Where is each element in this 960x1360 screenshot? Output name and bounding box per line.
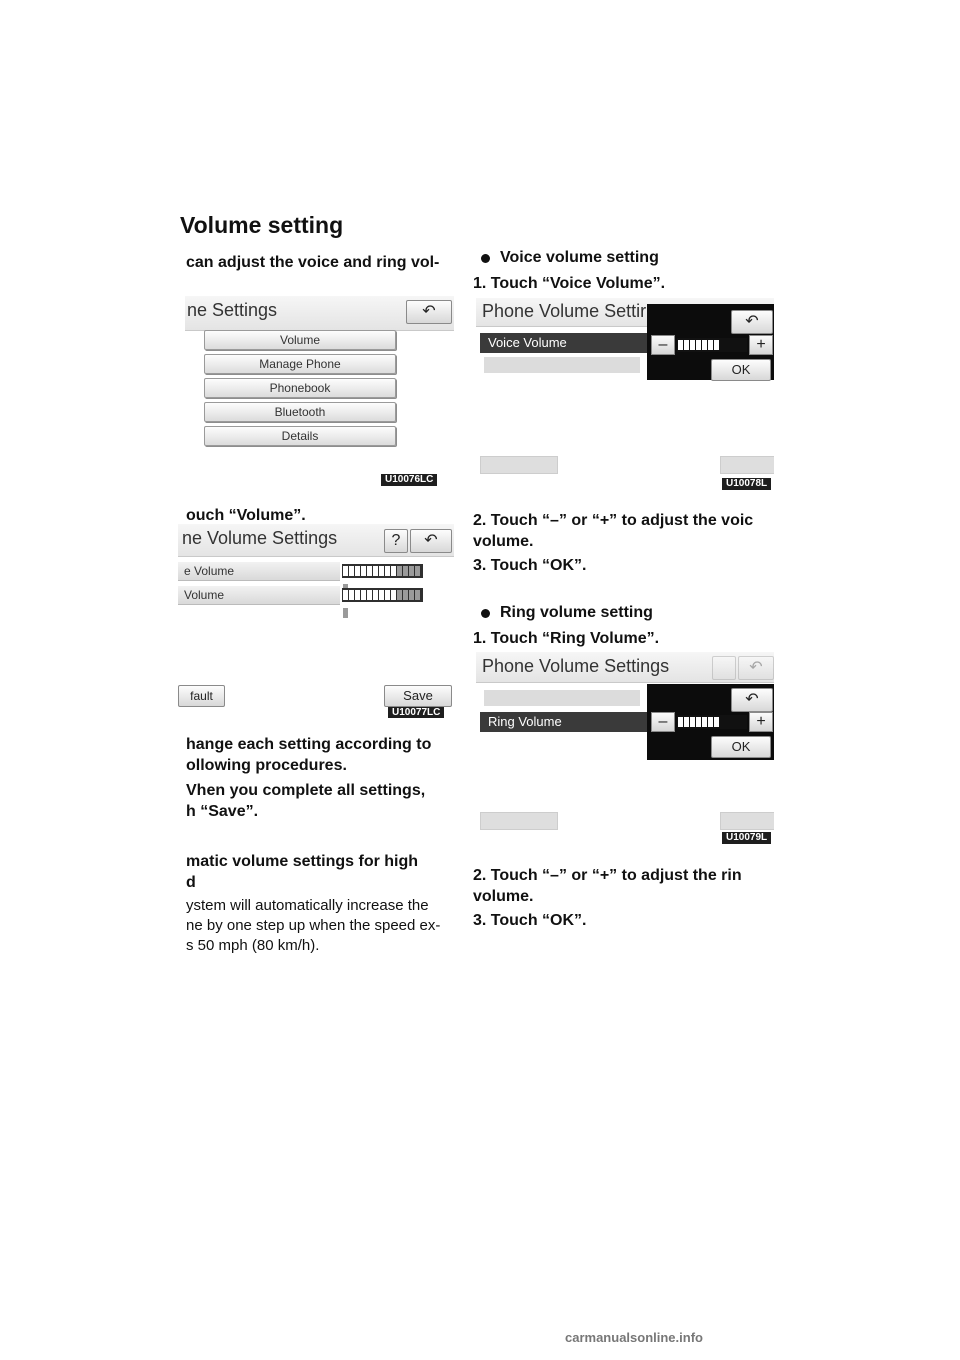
- back-arrow-icon-dimmed: ↶: [738, 656, 774, 680]
- volume-level-segment: [696, 340, 701, 350]
- figure-code: U10078L: [722, 478, 771, 490]
- back-arrow-icon[interactable]: ↶: [731, 688, 773, 712]
- volume-level-segment: [361, 566, 366, 576]
- volume-level-segment: [367, 566, 372, 576]
- ring-step-2b: volume.: [473, 888, 534, 905]
- bullet-icon: [479, 604, 495, 620]
- volume-level-segment: [415, 566, 420, 576]
- left-column: [0, 0, 460, 1360]
- minus-button[interactable]: –: [651, 335, 675, 355]
- auto-volume-desc-line2: ne by one step up when the speed ex-: [186, 917, 441, 934]
- volume-level-segment: [403, 566, 408, 576]
- volume-level-segment: [708, 340, 713, 350]
- volume-level-segment: [385, 590, 390, 600]
- voice-step-3: 3. Touch “OK”.: [473, 557, 587, 574]
- auto-volume-heading-line1: matic volume settings for high: [186, 853, 419, 870]
- details-button[interactable]: Details: [204, 426, 396, 446]
- volume-level-segment: [343, 590, 348, 600]
- phonebook-button[interactable]: Phonebook: [204, 378, 396, 398]
- ring-step-1: 1. Touch “Ring Volume”.: [473, 630, 660, 647]
- phone-volume-settings-screen: [178, 524, 454, 718]
- volume-level-segment: [397, 590, 402, 600]
- complete-settings-line2: h “Save”.: [186, 803, 259, 820]
- volume-level-segment: [355, 566, 360, 576]
- default-button-dimmed: [480, 812, 558, 830]
- voice-step-2a: 2. Touch “–” or “+” to adjust the voic: [473, 512, 754, 529]
- volume-level-segment: [684, 340, 689, 350]
- default-button-dimmed: [480, 456, 558, 474]
- phone-settings-screen: [185, 296, 454, 492]
- figure-code: U10076LC: [381, 474, 437, 486]
- screen-header: [185, 296, 454, 331]
- ring-volume-meter: [342, 588, 423, 602]
- volume-level-segment: [702, 717, 707, 727]
- volume-level-segment: [714, 717, 719, 727]
- bullet-icon: [479, 249, 495, 265]
- volume-level-segment: [415, 590, 420, 600]
- voice-volume-meter: [677, 338, 747, 352]
- voice-volume-row[interactable]: e Volume: [178, 562, 340, 581]
- volume-level-segment: [690, 717, 695, 727]
- volume-level-segment: [409, 590, 414, 600]
- voice-step-1: 1. Touch “Voice Volume”.: [473, 275, 666, 292]
- ring-volume-row-dimmed: [484, 357, 640, 373]
- volume-level-segment: [397, 566, 402, 576]
- default-button[interactable]: fault: [178, 685, 225, 707]
- minus-button[interactable]: –: [651, 712, 675, 732]
- volume-level-segment: [373, 590, 378, 600]
- volume-level-segment: [385, 566, 390, 576]
- bluetooth-button[interactable]: Bluetooth: [204, 402, 396, 422]
- volume-level-segment: [391, 590, 396, 600]
- screen-title: Phone Volume Settings: [482, 656, 670, 676]
- auto-volume-desc-line1: ystem will automatically increase the: [186, 897, 429, 914]
- volume-level-segment: [379, 566, 384, 576]
- volume-level-segment: [690, 340, 695, 350]
- plus-button[interactable]: +: [749, 712, 773, 732]
- voice-volume-row-dimmed: [484, 690, 640, 706]
- save-button-dimmed: [720, 456, 774, 474]
- plus-button[interactable]: +: [749, 335, 773, 355]
- voice-step-2b: volume.: [473, 533, 534, 550]
- back-arrow-icon[interactable]: ↶: [410, 529, 452, 553]
- watermark: carmanualsonline.info: [565, 1330, 703, 1345]
- save-button-dimmed: [720, 812, 774, 830]
- ring-volume-popup-screen: [476, 652, 774, 848]
- volume-level-segment: [379, 590, 384, 600]
- volume-level-segment: [367, 590, 372, 600]
- voice-volume-meter: [342, 564, 423, 578]
- intro-text: can adjust the voice and ring vol-: [186, 254, 440, 271]
- figure-code: U10077LC: [388, 707, 444, 718]
- help-button[interactable]: ?: [384, 529, 408, 553]
- figure-code: U10079L: [722, 832, 771, 844]
- volume-level-segment: [361, 590, 366, 600]
- volume-level-segment: [349, 566, 354, 576]
- help-button-dimmed: [712, 656, 736, 680]
- screen-title: ne Volume Settings: [182, 528, 338, 548]
- volume-level-segment: [373, 566, 378, 576]
- ok-button[interactable]: OK: [711, 359, 771, 381]
- voice-volume-heading: Voice volume setting: [500, 249, 659, 266]
- volume-level-segment: [403, 590, 408, 600]
- screen-header: [178, 524, 454, 557]
- voice-volume-popup-screen: [476, 298, 774, 494]
- back-arrow-icon[interactable]: ↶: [731, 310, 773, 334]
- volume-level-segment: [343, 608, 348, 618]
- volume-level-segment: [714, 340, 719, 350]
- screen-title: Phone Volume Settir: [482, 301, 647, 321]
- volume-level-segment: [409, 566, 414, 576]
- volume-level-segment: [696, 717, 701, 727]
- complete-settings-line1: Vhen you complete all settings,: [186, 782, 426, 799]
- screen-title: ne Settings: [187, 300, 278, 320]
- ring-volume-row[interactable]: Ring Volume: [480, 712, 648, 732]
- ring-step-3: 3. Touch “OK”.: [473, 912, 587, 929]
- volume-level-segment: [355, 590, 360, 600]
- auto-volume-desc-line3: s 50 mph (80 km/h).: [186, 937, 320, 954]
- ok-button[interactable]: OK: [711, 736, 771, 758]
- volume-popup: [647, 684, 774, 760]
- ring-volume-row[interactable]: Volume: [178, 586, 340, 605]
- screen-header: [476, 652, 774, 683]
- ring-step-2a: 2. Touch “–” or “+” to adjust the rin: [473, 867, 742, 884]
- volume-level-segment: [678, 340, 683, 350]
- volume-level-segment: [391, 566, 396, 576]
- volume-level-segment: [678, 717, 683, 727]
- ring-volume-meter: [677, 715, 747, 729]
- ring-volume-heading: Ring volume setting: [500, 604, 653, 621]
- voice-volume-row[interactable]: Voice Volume: [480, 333, 648, 353]
- section-title: Volume setting: [180, 212, 344, 238]
- back-arrow-icon[interactable]: ↶: [406, 300, 452, 324]
- volume-level-segment: [343, 566, 348, 576]
- volume-level-segment: [702, 340, 707, 350]
- change-setting-line1: hange each setting according to: [186, 736, 432, 753]
- volume-popup: [647, 304, 774, 380]
- save-button[interactable]: Save: [384, 685, 452, 707]
- volume-button[interactable]: Volume: [204, 330, 396, 350]
- volume-level-segment: [684, 717, 689, 727]
- step-touch-volume: ouch “Volume”.: [186, 507, 306, 524]
- volume-level-segment: [349, 590, 354, 600]
- change-setting-line2: ollowing procedures.: [186, 757, 347, 774]
- auto-volume-heading-line2: d: [186, 874, 196, 891]
- manage-phone-button[interactable]: Manage Phone: [204, 354, 396, 374]
- volume-level-segment: [708, 717, 713, 727]
